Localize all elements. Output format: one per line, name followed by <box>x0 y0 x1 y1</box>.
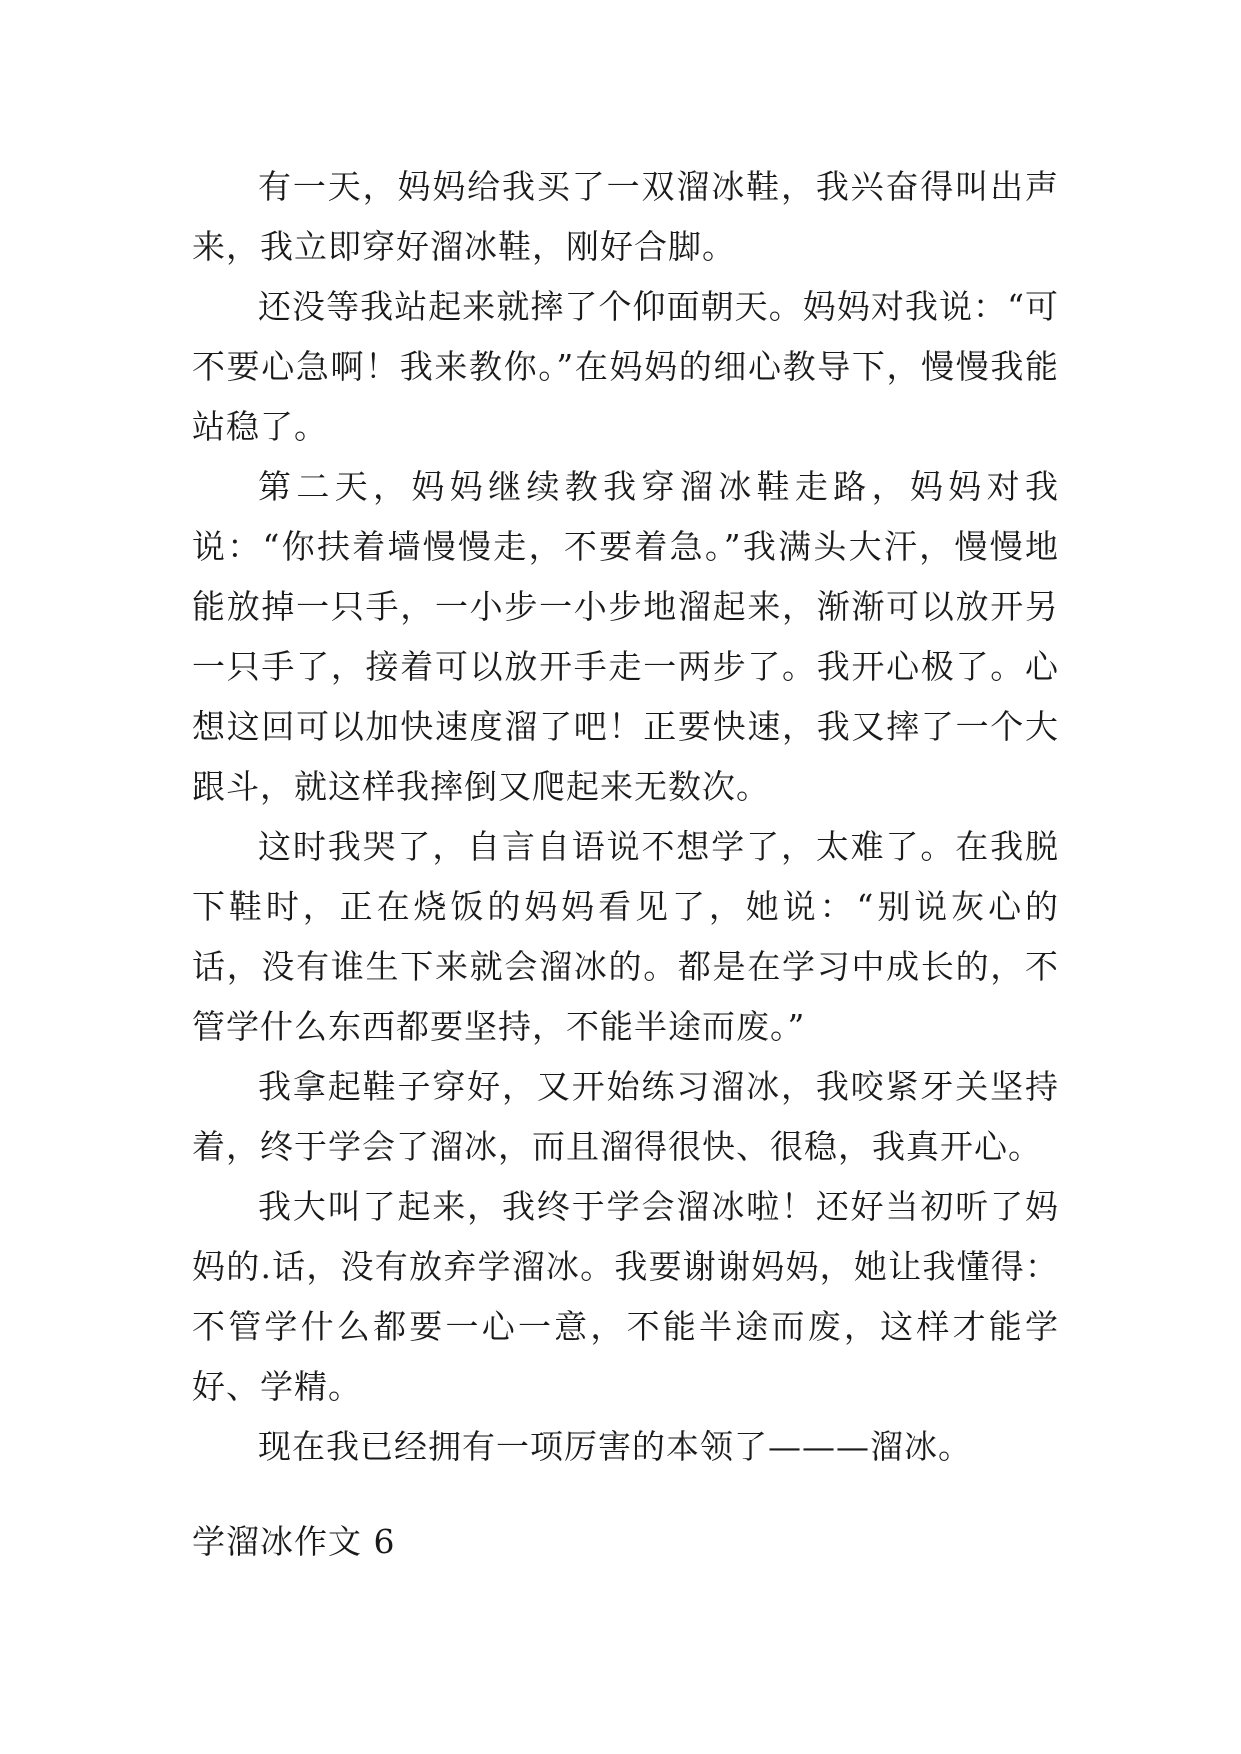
paragraph-4: 这时我哭了，自言自语说不想学了，太难了。在我脱下鞋时，正在烧饭的妈妈看见了，她说：“别说灰心的话，没有谁生下来就会溜冰的。都是在学习中成长的，不管学什么东西都要坚持，不能半途而废。” <box>192 827 1059 1046</box>
essay-body <box>192 157 1059 1477</box>
next-section-title: 学溜冰作文 6 <box>192 1522 396 1561</box>
paragraph-2: 还没等我站起来就摔了个仰面朝天。妈妈对我说：“可不要心急啊！我来教你。”在妈妈的细心教导下，慢慢我能站稳了。 <box>192 287 1059 446</box>
paragraph-6: 我大叫了起来，我终于学会溜冰啦！还好当初听了妈妈的.话，没有放弃学溜冰。我要谢谢妈妈，她让我懂得：不管学什么都要一心一意，不能半途而废，这样才能学好、学精。 <box>192 1187 1059 1406</box>
paragraph-1: 有一天，妈妈给我买了一双溜冰鞋，我兴奋得叫出声来，我立即穿好溜冰鞋，刚好合脚。 <box>192 167 1059 266</box>
paragraph-7: 现在我已经拥有一项厉害的本领了———溜冰。 <box>258 1427 972 1466</box>
paragraph-5: 我拿起鞋子穿好，又开始练习溜冰，我咬紧牙关坚持着，终于学会了溜冰，而且溜得很快、很稳，我真开心。 <box>192 1067 1059 1166</box>
paragraph-3: 第二天，妈妈继续教我穿溜冰鞋走路，妈妈对我说：“你扶着墙慢慢走，不要着急。”我满头大汗，慢慢地能放掉一只手，一小步一小步地溜起来，渐渐可以放开另一只手了，接着可以放开手走一两步了。我开心极了。心想这回可以加快速度溜了吧！正要快速，我又摔了一个大跟斗，就这样我摔倒又爬起来无数次。 <box>192 467 1059 806</box>
